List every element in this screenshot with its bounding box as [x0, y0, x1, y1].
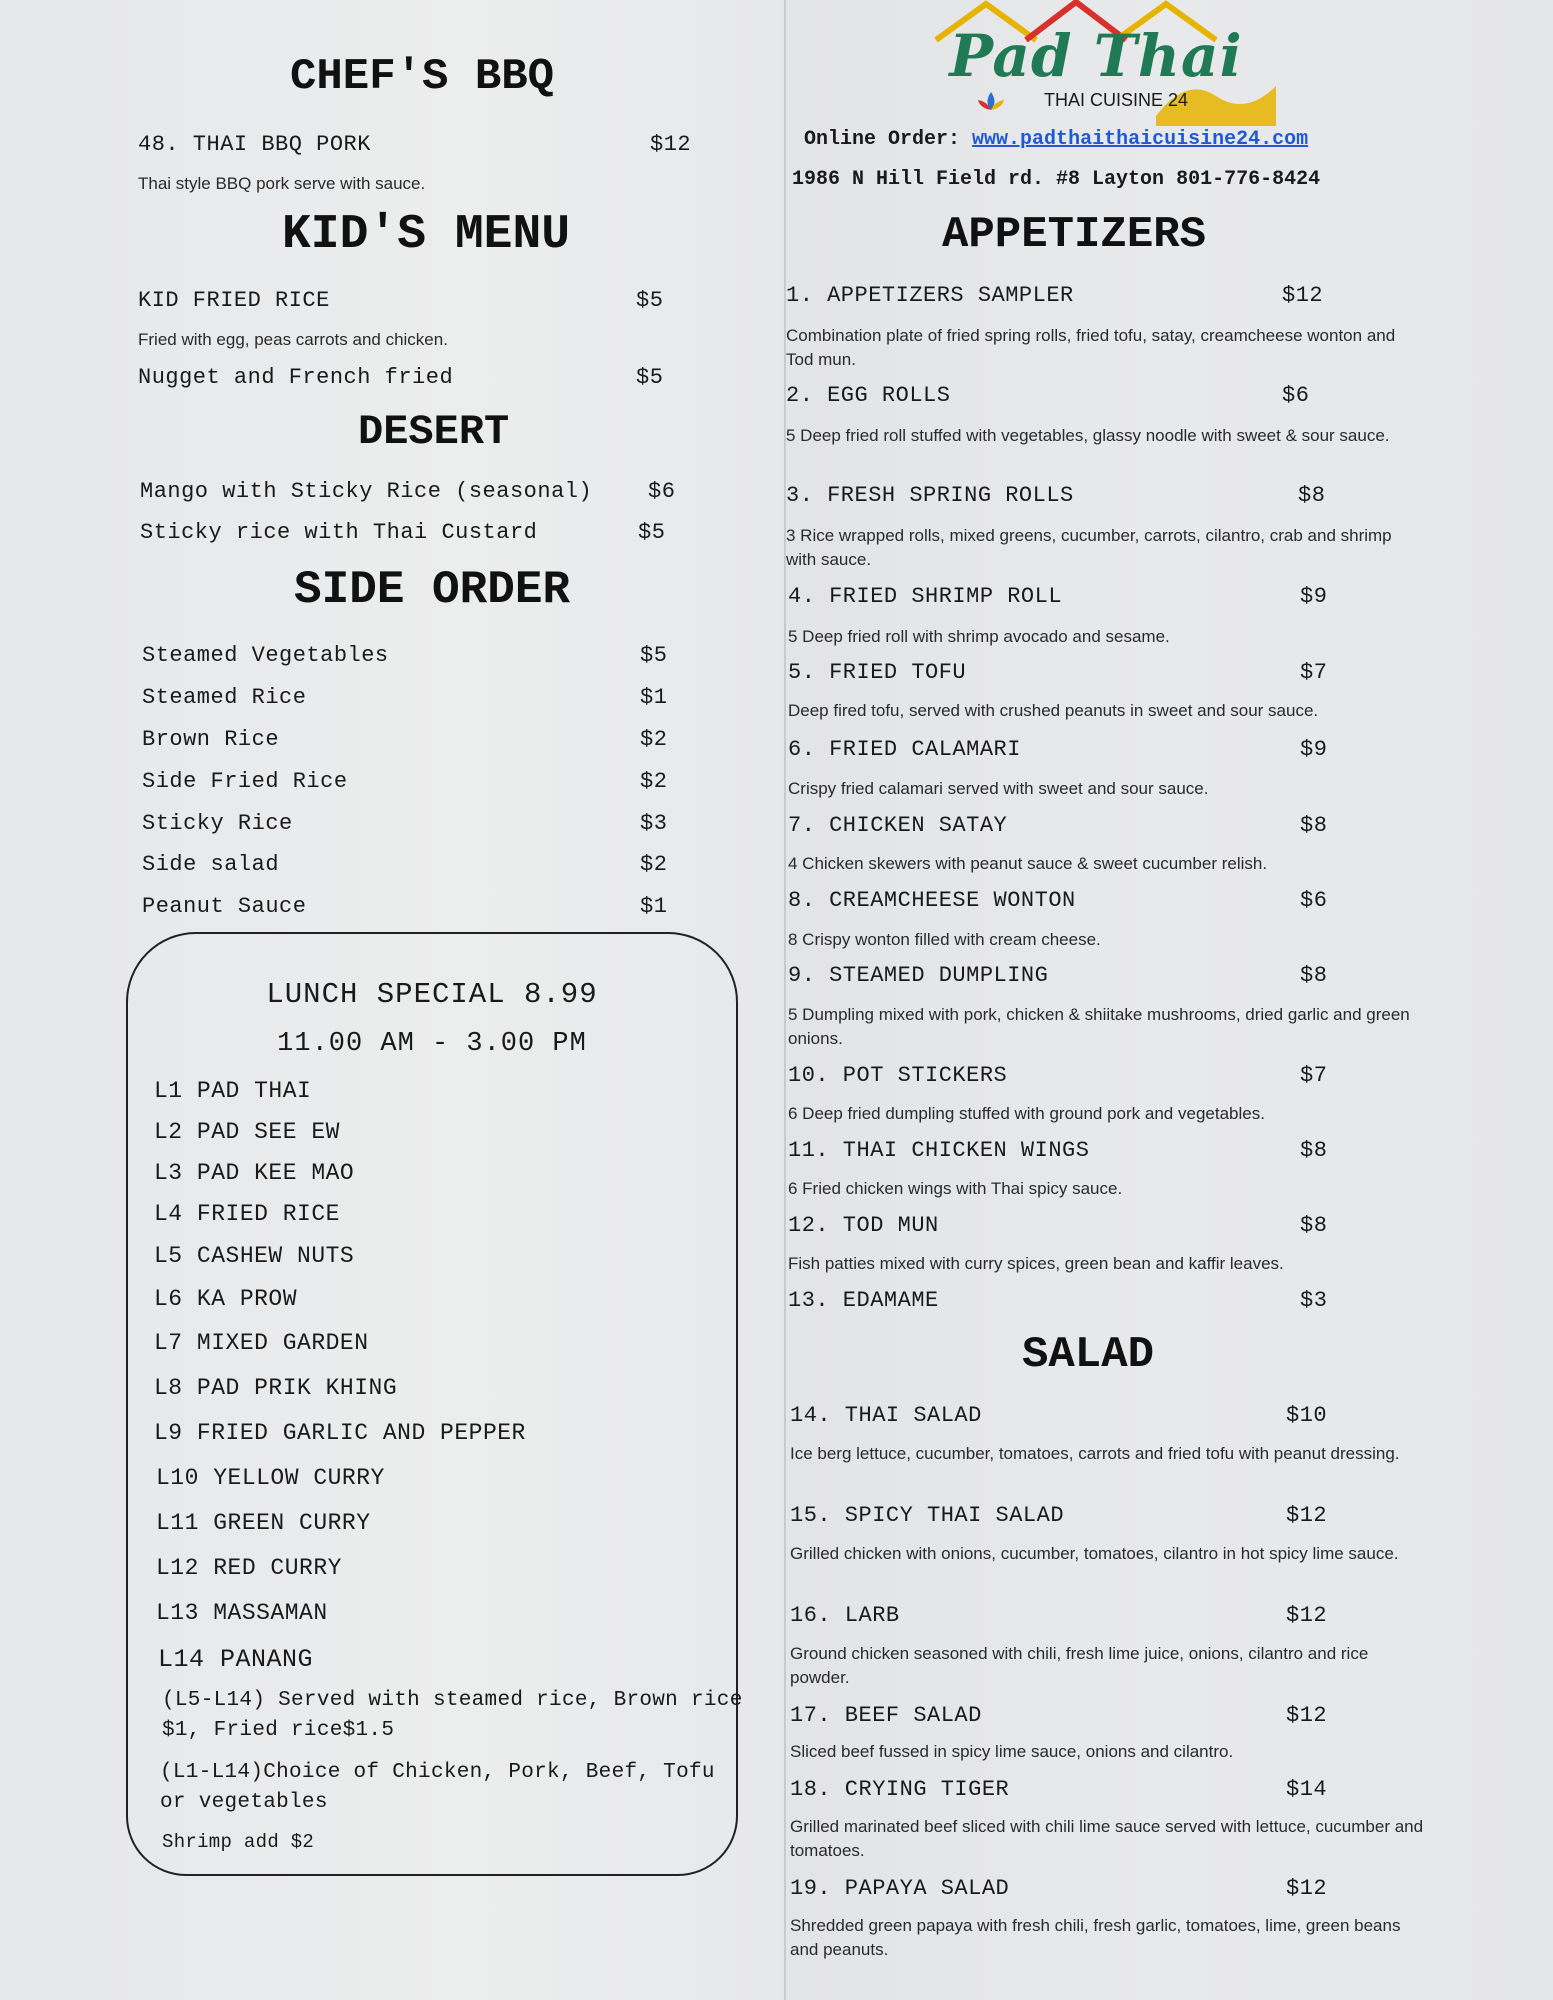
appetizers-title: APPETIZERS: [942, 210, 1207, 260]
lunch-item: L12 RED CURRY: [156, 1555, 342, 1581]
item-name: 48. THAI BBQ PORK: [138, 132, 371, 157]
item-description: 6 Deep fried dumpling stuffed with ground pork and vegetables.: [788, 1104, 1265, 1123]
item-name: 7. CHICKEN SATAY: [788, 813, 1008, 838]
item-price: $9: [1300, 737, 1328, 762]
item-price: $1: [640, 894, 668, 919]
item-description: 3 Rice wrapped rolls, mixed greens, cucumber, carrots, cilantro, crab and shrimp with sauce.: [786, 526, 1392, 569]
item-price: $6: [648, 479, 676, 504]
lunch-item: L4 FRIED RICE: [154, 1201, 340, 1227]
lunch-item: L2 PAD SEE EW: [154, 1119, 340, 1145]
item-price: $3: [1300, 1288, 1328, 1313]
menu-item: [142, 727, 702, 752]
item-description: Combination plate of fried spring rolls, fried tofu, satay, creamcheese wonton and Tod mun.: [786, 326, 1396, 369]
item-name: 8. CREAMCHEESE WONTON: [788, 888, 1076, 913]
item-price: $3: [640, 811, 668, 836]
menu-item: [142, 643, 702, 668]
menu-item: [788, 1213, 1548, 1238]
item-name: Nugget and French fried: [138, 365, 454, 390]
lunch-special-title: LUNCH SPECIAL 8.99: [266, 978, 598, 1011]
menu-item: [140, 520, 700, 545]
menu-item: [788, 1288, 1548, 1313]
item-name: 12. TOD MUN: [788, 1213, 939, 1238]
item-name: Brown Rice: [142, 727, 280, 752]
lunch-item: L14 PANANG: [158, 1645, 314, 1674]
item-price: $8: [1300, 813, 1328, 838]
item-price: $7: [1300, 660, 1328, 685]
item-description: Ice berg lettuce, cucumber, tomatoes, carrots and fried tofu with peanut dressing.: [790, 1444, 1400, 1463]
menu-item: [790, 1703, 1550, 1728]
menu-item: [138, 288, 698, 313]
online-order-label: Online Order:: [804, 128, 961, 151]
menu-item: [788, 813, 1548, 838]
right-column: [786, 0, 1553, 2000]
item-name: 6. FRIED CALAMARI: [788, 737, 1021, 762]
item-name: Side Fried Rice: [142, 769, 348, 794]
menu-item: [788, 584, 1548, 609]
menu-item: [788, 737, 1548, 762]
menu-item: [142, 894, 702, 919]
item-description: Deep fired tofu, served with crushed peanuts in sweet and sour sauce.: [788, 701, 1319, 720]
item-name: Mango with Sticky Rice (seasonal): [140, 479, 593, 504]
item-price: $9: [1300, 584, 1328, 609]
item-name: 2. EGG ROLLS: [786, 383, 951, 408]
menu-item: [790, 1777, 1550, 1802]
item-name: Steamed Rice: [142, 685, 307, 710]
item-name: 17. BEEF SALAD: [790, 1703, 982, 1728]
logo-subtitle: THAI CUISINE 24: [1043, 90, 1189, 110]
menu-item: [138, 132, 698, 157]
item-description: 8 Crispy wonton filled with cream cheese.: [788, 930, 1101, 949]
lunch-item: L5 CASHEW NUTS: [154, 1243, 355, 1269]
item-price: $12: [1286, 1503, 1328, 1528]
item-price: $2: [640, 727, 668, 752]
item-description: Grilled chicken with onions, cucumber, tomatoes, cilantro in hot spicy lime sauce.: [790, 1544, 1399, 1563]
item-name: 16. LARB: [790, 1603, 900, 1628]
item-description: Sliced beef fussed in spicy lime sauce, onions and cilantro.: [790, 1742, 1234, 1761]
menu-item: [142, 769, 702, 794]
side-order-title: SIDE ORDER: [294, 564, 571, 616]
item-description: 4 Chicken skewers with peanut sauce & sweet cucumber relish.: [788, 854, 1268, 873]
menu-item: [788, 963, 1548, 988]
lunch-note-shrimp: Shrimp add $2: [162, 1831, 315, 1853]
menu-item: [790, 1503, 1550, 1528]
menu-item: [140, 479, 700, 504]
item-name: Sticky Rice: [142, 811, 293, 836]
menu-item: [790, 1603, 1550, 1628]
item-description: Grilled marinated beef sliced with chili lime sauce served with lettuce, cucumber and tomatoes.: [790, 1817, 1424, 1860]
menu-item: [788, 1138, 1548, 1163]
item-price: $5: [636, 365, 664, 390]
item-price: $5: [638, 520, 666, 545]
menu-item: [138, 365, 698, 390]
lunch-special-box: [126, 932, 743, 1876]
item-price: $6: [1300, 888, 1328, 913]
item-name: 19. PAPAYA SALAD: [790, 1876, 1010, 1901]
item-price: $12: [1286, 1603, 1328, 1628]
lunch-item: L11 GREEN CURRY: [156, 1510, 371, 1536]
item-name: Side salad: [142, 852, 280, 877]
item-price: $5: [636, 288, 664, 313]
menu-item: [142, 811, 702, 836]
item-price: $1: [640, 685, 668, 710]
kids-menu-title: KID'S MENU: [282, 208, 571, 262]
menu-item: [788, 1063, 1548, 1088]
item-price: $12: [1286, 1703, 1328, 1728]
item-name: Steamed Vegetables: [142, 643, 389, 668]
lunch-item: L9 FRIED GARLIC AND PEPPER: [154, 1420, 526, 1446]
desert-title: DESERT: [358, 408, 510, 456]
item-price: $2: [640, 769, 668, 794]
item-price: $14: [1286, 1777, 1328, 1802]
item-price: $8: [1300, 963, 1328, 988]
lunch-item: L1 PAD THAI: [154, 1078, 312, 1104]
restaurant-logo: [916, 0, 1276, 128]
item-name: Sticky rice with Thai Custard: [140, 520, 538, 545]
lunch-item: L7 MIXED GARDEN: [154, 1330, 369, 1356]
menu-item: [790, 1876, 1550, 1901]
item-name: 15. SPICY THAI SALAD: [790, 1503, 1065, 1528]
item-price: $5: [640, 643, 668, 668]
item-name: 1. APPETIZERS SAMPLER: [786, 283, 1074, 308]
item-price: $10: [1286, 1403, 1328, 1428]
item-description: 5 Deep fried roll with shrimp avocado and sesame.: [788, 627, 1170, 646]
chefs-bbq-title: CHEF'S BBQ: [290, 52, 555, 102]
item-price: $8: [1300, 1213, 1328, 1238]
item-description: Crispy fried calamari served with sweet and sour sauce.: [788, 779, 1209, 798]
item-name: 9. STEAMED DUMPLING: [788, 963, 1049, 988]
item-name: 5. FRIED TOFU: [788, 660, 967, 685]
item-name: KID FRIED RICE: [138, 288, 330, 313]
menu-item: [790, 1403, 1550, 1428]
menu-item: [788, 660, 1548, 685]
lunch-item: L3 PAD KEE MAO: [154, 1160, 355, 1186]
item-name: 4. FRIED SHRIMP ROLL: [788, 584, 1063, 609]
lunch-item: L10 YELLOW CURRY: [156, 1465, 385, 1491]
item-name: 14. THAI SALAD: [790, 1403, 982, 1428]
item-price: $12: [650, 132, 692, 157]
item-name: Peanut Sauce: [142, 894, 307, 919]
lunch-item: L13 MASSAMAN: [156, 1600, 328, 1626]
item-description: Shredded green papaya with fresh chili, fresh garlic, tomatoes, lime, green beans and peanuts.: [790, 1916, 1401, 1959]
online-order-link[interactable]: www.padthaithaicuisine24.com: [972, 128, 1309, 151]
menu-item: [786, 383, 1546, 408]
item-price: $7: [1300, 1063, 1328, 1088]
online-order-line: [804, 128, 1308, 151]
menu-item: [786, 283, 1546, 308]
lunch-note-rice: (L5-L14) Served with steamed rice, Brown rice $1, Fried rice$1.5: [162, 1689, 743, 1742]
menu-item: [786, 483, 1546, 508]
item-description: 5 Dumpling mixed with pork, chicken & shiitake mushrooms, dried garlic and green onions.: [788, 1005, 1410, 1048]
item-description: 5 Deep fried roll stuffed with vegetables, glassy noodle with sweet & sour sauce.: [786, 426, 1390, 445]
item-description: Fish patties mixed with curry spices, green bean and kaffir leaves.: [788, 1254, 1284, 1273]
item-description: Fried with egg, peas carrots and chicken.: [138, 330, 448, 349]
item-price: $12: [1282, 283, 1324, 308]
lunch-note-choice: (L1-L14)Choice of Chicken, Pork, Beef, Tofu or vegetables: [160, 1761, 715, 1814]
lunch-item: L6 KA PROW: [154, 1286, 298, 1312]
item-price: $2: [640, 852, 668, 877]
item-name: 13. EDAMAME: [788, 1288, 939, 1313]
menu-item: [788, 888, 1548, 913]
item-name: 11. THAI CHICKEN WINGS: [788, 1138, 1090, 1163]
item-price: $8: [1298, 483, 1326, 508]
item-description: Ground chicken seasoned with chili, fresh lime juice, onions, cilantro and rice powder.: [790, 1644, 1369, 1687]
item-price: $12: [1286, 1876, 1328, 1901]
item-description: Thai style BBQ pork serve with sauce.: [138, 174, 426, 193]
item-name: 10. POT STICKERS: [788, 1063, 1008, 1088]
item-description: 6 Fried chicken wings with Thai spicy sauce.: [788, 1179, 1123, 1198]
lunch-item: L8 PAD PRIK KHING: [154, 1375, 398, 1401]
logo-wordmark: Pad Thai: [949, 22, 1243, 90]
salad-title: SALAD: [1022, 1330, 1155, 1380]
item-name: 3. FRESH SPRING ROLLS: [786, 483, 1074, 508]
item-price: $8: [1300, 1138, 1328, 1163]
restaurant-address: 1986 N Hill Field rd. #8 Layton 801-776-8424: [792, 168, 1321, 191]
menu-item: [142, 852, 702, 877]
item-price: $6: [1282, 383, 1310, 408]
item-name: 18. CRYING TIGER: [790, 1777, 1010, 1802]
menu-item: [142, 685, 702, 710]
lunch-special-hours: 11.00 AM - 3.00 PM: [277, 1029, 587, 1059]
